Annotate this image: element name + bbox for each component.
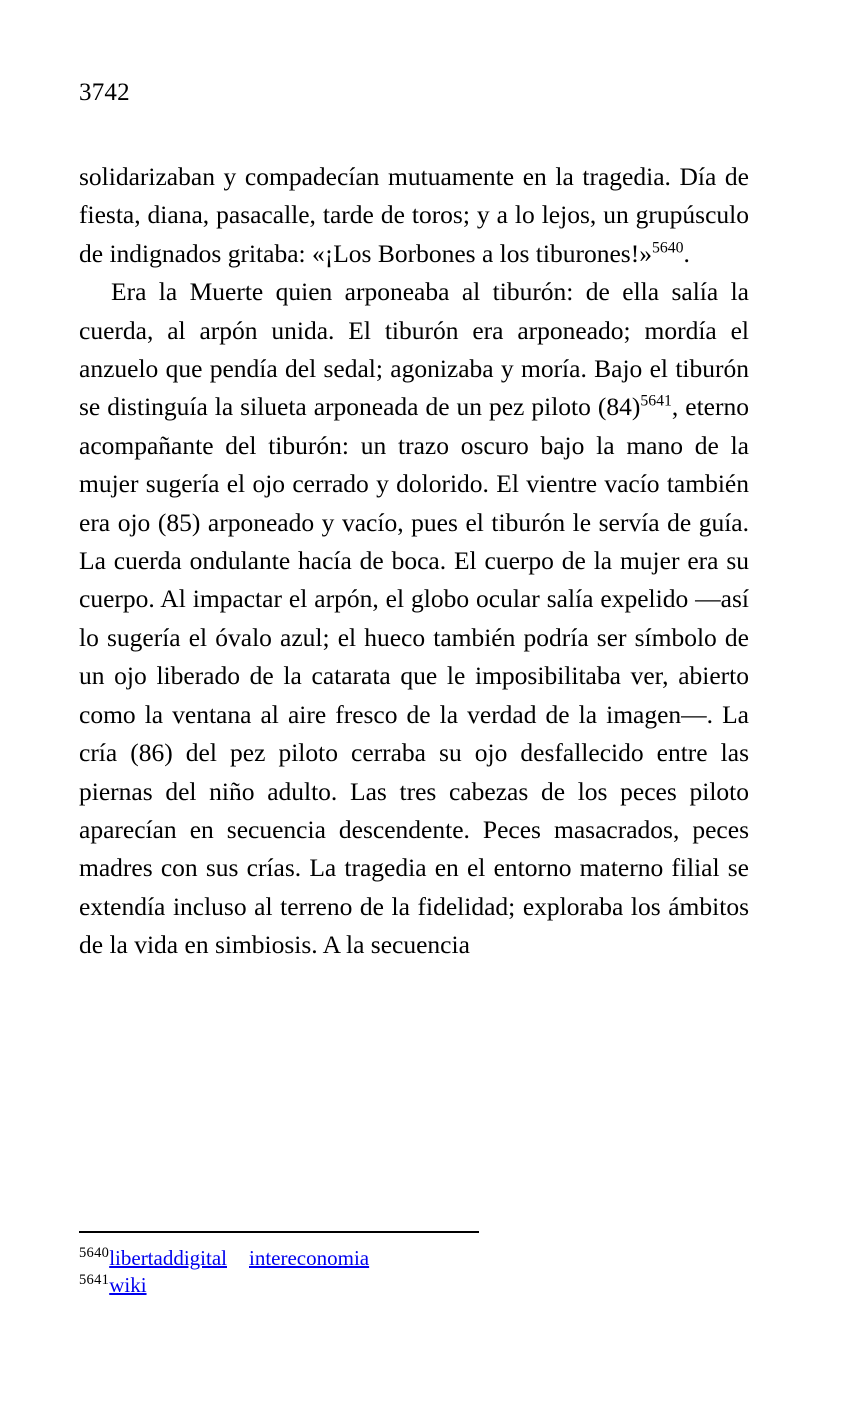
footnote-link-libertaddigital[interactable]: libertaddigital — [109, 1246, 227, 1270]
paragraph-1-text: solidarizaban y compadecían mutuamente en la tragedia. Día de fiesta, diana, pasacalle, tarde de toros; y a lo lejos, un grupúsculo de indignados gritaba: «¡Los Borbones a los tiburones!» — [79, 162, 749, 268]
footnote-ref-5640[interactable]: 5640 — [651, 239, 684, 257]
footnote-ref-5641[interactable]: 5641 — [640, 392, 672, 410]
footnote-number: 5641 — [79, 1272, 110, 1288]
page-number: 3742 — [79, 79, 130, 106]
paragraph-2-tail: , eterno acompañante del tiburón: un trazo oscuro bajo la mano de la mujer sugería el ojo cerrado y dolorido. El vientre vacío también era ojo (85) arponeado y vacío, pues el tiburón le servía de guía. La cuerda ondulante hacía de boca. El cuerpo de la mujer era su cuerpo. Al impactar el arpón, el globo ocular salía expelido —así lo sugería el óvalo azul; el hueco también podría ser símbolo de un ojo liberado de la catarata que le imposibilitaba ver, abierto como la ventana al aire fresco de la verdad de la imagen—. La cría (86) del pez piloto cerraba su ojo desfallecido entre las piernas del niño adulto. Las tres cabezas de los peces piloto aparecían en secuencia descendente. Peces masacrados, peces madres con sus crías. La tragedia en el entorno materno filial se extendía incluso al terreno de la fidelidad; exploraba los ámbitos de la vida en simbiosis. A la secuencia — [79, 392, 749, 960]
footnote-area — [79, 1245, 759, 1299]
paragraph-1-tail: . — [683, 238, 690, 268]
footnote-item — [79, 1245, 759, 1272]
footnote-link-intereconomia[interactable]: intereconomia — [249, 1246, 370, 1270]
paragraph-2-text: Era la Muerte quien arponeaba al tiburón: de ella salía la cuerda, al arpón unida. El tiburón era arponeado; mordía el anzuelo que pendía del sedal; agonizaba y moría. Bajo el tiburón se distinguía la silueta arponeada de un pez piloto (84) — [79, 277, 749, 422]
footnote-link-wiki[interactable]: wiki — [109, 1273, 147, 1297]
footnote-number: 5640 — [79, 1245, 110, 1261]
body-text — [79, 158, 749, 965]
paragraph-2 — [79, 273, 749, 964]
footnote-item — [79, 1272, 759, 1299]
paragraph-1 — [79, 158, 749, 273]
footnote-separator-rule — [79, 1231, 479, 1233]
